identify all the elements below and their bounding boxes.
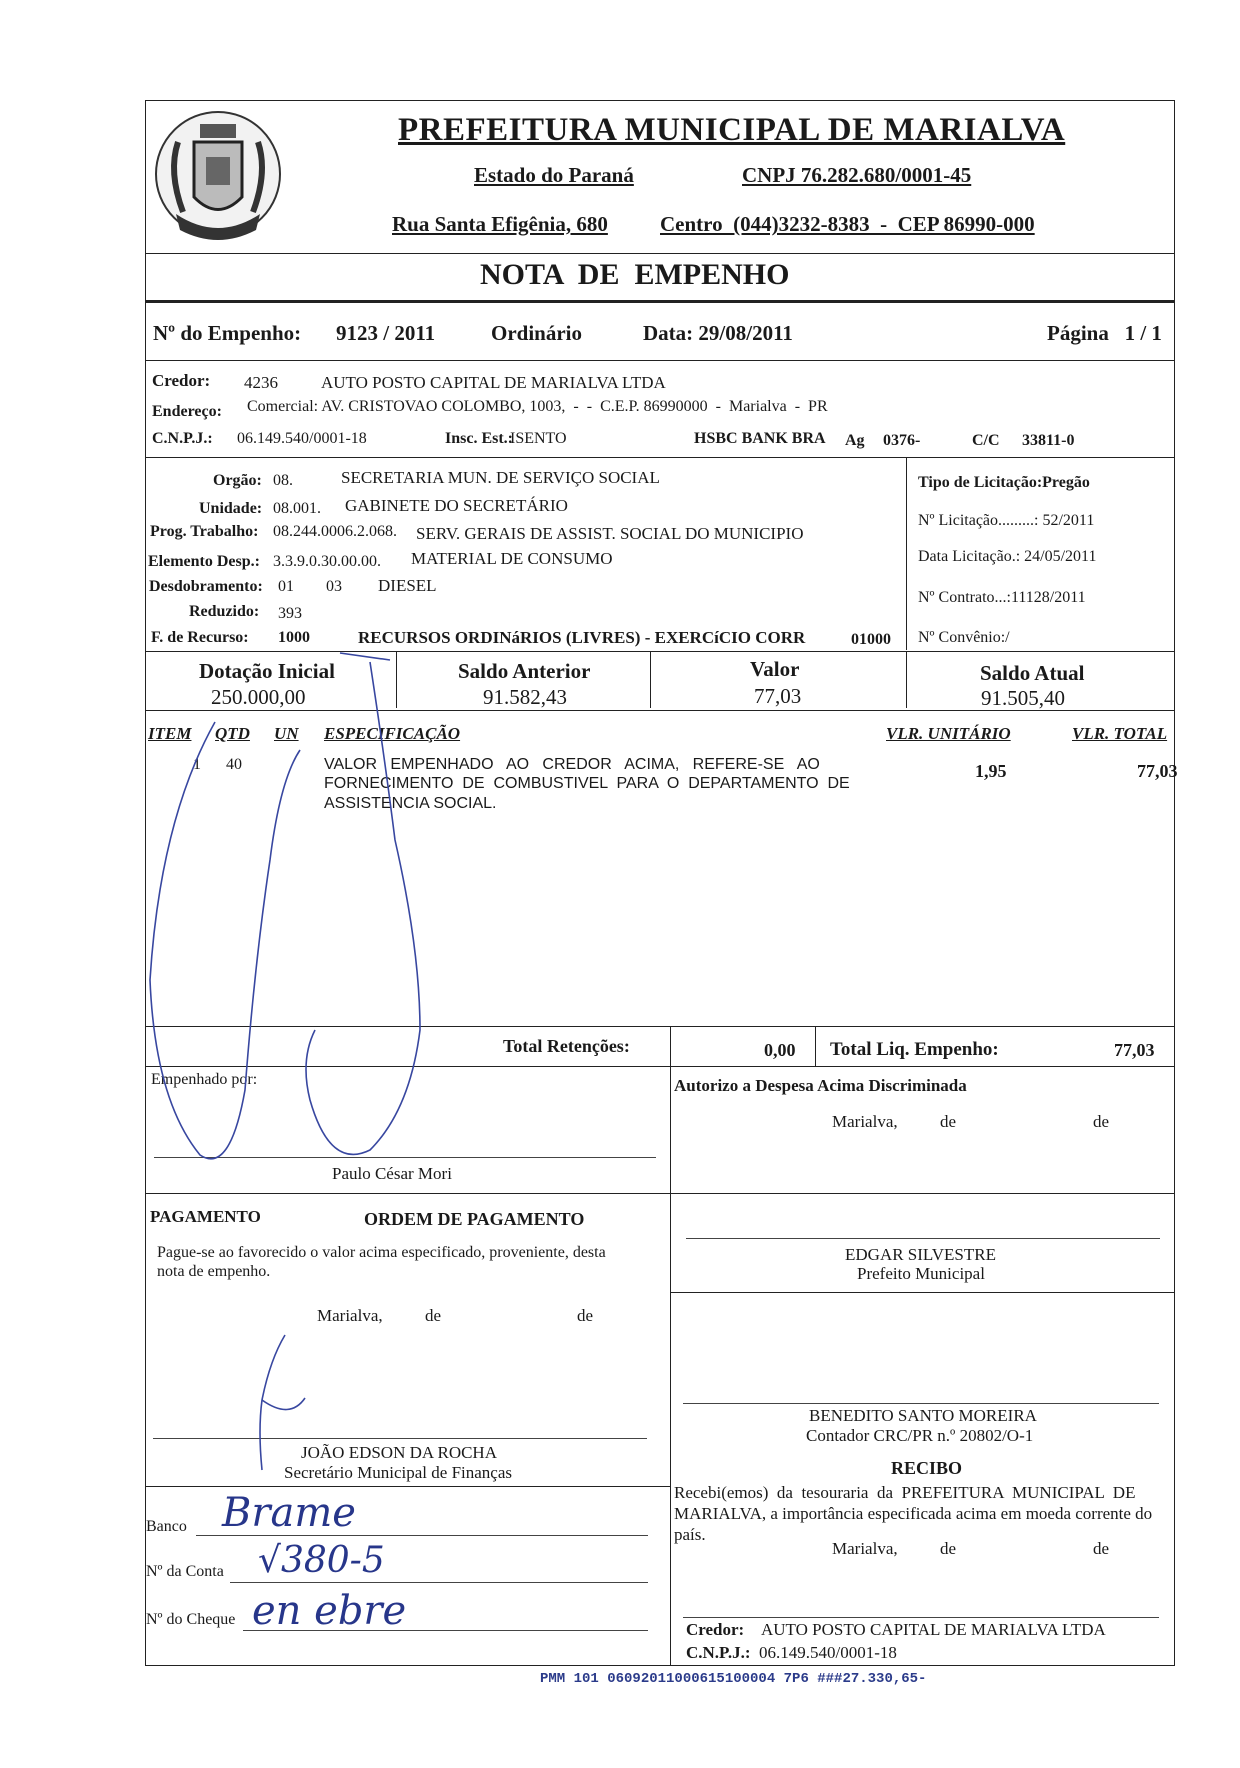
recibo-credor-name: AUTO POSTO CAPITAL DE MARIALVA LTDA [761, 1620, 1106, 1639]
saldo-anterior-value: 91.582,43 [483, 685, 567, 709]
pagamento-local: Marialva, [317, 1306, 383, 1325]
orgao-name: SECRETARIA MUN. DE SERVIÇO SOCIAL [341, 468, 660, 487]
col-un: UN [274, 724, 299, 743]
recibo-credor-label: Credor: [686, 1620, 745, 1639]
empenho-number: 9123 / 2011 [336, 321, 436, 345]
elemento-name: MATERIAL DE CONSUMO [411, 549, 613, 568]
cheque-handwritten: en ebre [252, 1588, 407, 1634]
credor-code: 4236 [244, 373, 278, 392]
recibo-cnpj-label: C.N.P.J.: [686, 1643, 751, 1662]
cc-value: 33811-0 [1022, 432, 1075, 449]
contador-role: Contador CRC/PR n.º 20802/O-1 [806, 1426, 1034, 1445]
empenhado-por-label: Empenhado por: [151, 1071, 258, 1088]
item-number: 1 [193, 756, 201, 773]
footer-code: PMM 101 06092011000615100004 7P6 ###27.330,65- [540, 1671, 927, 1687]
fonte-num: 01000 [851, 631, 891, 648]
recibo-de-2: de [1093, 1539, 1110, 1558]
contrato-numero: Nº Contrato...:11128/2011 [918, 589, 1086, 606]
document-title: NOTA DE EMPENHO [480, 258, 790, 291]
item-spec-line3: ASSISTENCIA SOCIAL. [324, 795, 497, 812]
convenio-numero: Nº Convênio:/ [918, 629, 1010, 646]
col-especificacao: ESPECIFICAÇÃO [324, 724, 461, 743]
autorizo-local: Marialva, [832, 1112, 898, 1131]
address-label: Rua Santa Efigênia, 680 [392, 212, 608, 236]
item-total-price: 77,03 [1137, 761, 1178, 781]
state-label: Estado do Paraná [474, 163, 634, 187]
unidade-label: Unidade: [199, 500, 263, 517]
elemento-code: 3.3.9.0.30.00.00. [273, 553, 381, 570]
autorizo-de-2: de [1093, 1112, 1110, 1131]
item-unit-price: 1,95 [975, 761, 1007, 781]
credor-address: Comercial: AV. CRISTOVAO COLOMBO, 1003, - - C.E.P. 86990000 - Marialva - PR [247, 398, 828, 415]
orgao-code: 08. [273, 472, 293, 489]
recibo-title: RECIBO [891, 1458, 963, 1478]
saldo-anterior-label: Saldo Anterior [458, 659, 591, 683]
insc-value: ISENTO [510, 430, 567, 447]
prefeito-name: EDGAR SILVESTRE [845, 1245, 996, 1264]
reduzido-label: Reduzido: [189, 603, 260, 620]
conta-handwritten: √380-5 [258, 1540, 385, 1581]
col-item: ITEM [148, 724, 192, 743]
col-vlr-unitario: VLR. UNITÁRIO [886, 724, 1011, 743]
pagamento-de-2: de [577, 1306, 594, 1325]
empenho-number-label: Nº do Empenho: [153, 321, 302, 345]
prefeito-role: Prefeito Municipal [857, 1264, 985, 1283]
autorizo-de-1: de [940, 1112, 957, 1131]
elemento-label: Elemento Desp.: [148, 553, 260, 570]
agency-value: 0376- [883, 432, 921, 449]
agency-label: Ag [845, 432, 865, 449]
conta-label: Nº da Conta [146, 1563, 224, 1580]
recibo-line2: MARIALVA, a importância especificada acima em moeda corrente do [674, 1504, 1153, 1523]
mori-name: Paulo César Mori [332, 1164, 452, 1183]
total-liquido-label: Total Liq. Empenho: [830, 1039, 999, 1060]
col-qtd: QTD [215, 724, 250, 743]
prog-label: Prog. Trabalho: [150, 523, 259, 540]
fonte-label: F. de Recurso: [151, 629, 249, 646]
credor-name: AUTO POSTO CAPITAL DE MARIALVA LTDA [321, 373, 666, 392]
licitacao-data: Data Licitação.: 24/05/2011 [918, 548, 1097, 565]
pague-line2: nota de empenho. [157, 1263, 271, 1280]
valor-value: 77,03 [754, 684, 802, 708]
district-phone-cep: Centro (044)3232-8383 - CEP 86990-000 [660, 212, 1035, 236]
prog-name: SERV. GERAIS DE ASSIST. SOCIAL DO MUNICIPIO [416, 524, 804, 543]
banco-label: Banco [146, 1518, 187, 1535]
desdobramento-b: 03 [326, 578, 342, 595]
total-retencoes-label: Total Retenções: [503, 1036, 630, 1056]
empenho-type: Ordinário [491, 321, 583, 345]
item-qtd: 40 [226, 756, 242, 773]
pagamento-de-1: de [425, 1306, 442, 1325]
desdobramento-name: DIESEL [378, 576, 437, 595]
autorizo-label: Autorizo a Despesa Acima Discriminada [674, 1076, 967, 1095]
licitacao-tipo: Tipo de Licitação:Pregão [918, 474, 1090, 491]
bank-name: HSBC BANK BRA [694, 430, 826, 447]
item-spec-line2: FORNECIMENTO DE COMBUSTIVEL PARA O DEPARTAMENTO DE [324, 775, 850, 792]
ordem-pagamento-label: ORDEM DE PAGAMENTO [364, 1209, 585, 1229]
credor-label: Credor: [152, 371, 211, 390]
cheque-label: Nº do Cheque [146, 1611, 236, 1628]
unidade-code: 08.001. [273, 500, 321, 517]
orgao-label: Orgão: [213, 472, 262, 489]
secretario-name: JOÃO EDSON DA ROCHA [301, 1443, 497, 1462]
recibo-local: Marialva, [832, 1539, 898, 1558]
empenho-date: Data: 29/08/2011 [643, 321, 793, 345]
cnpj-label: CNPJ 76.282.680/0001-45 [742, 163, 972, 187]
saldo-atual-value: 91.505,40 [981, 686, 1065, 710]
dotacao-inicial-value: 250.000,00 [211, 685, 306, 709]
pagamento-label: PAGAMENTO [150, 1207, 261, 1226]
secretario-role: Secretário Municipal de Finanças [284, 1463, 513, 1482]
licitacao-numero: Nº Licitação.........: 52/2011 [918, 512, 1095, 529]
contador-name: BENEDITO SANTO MOREIRA [809, 1406, 1037, 1425]
item-spec-line1: VALOR EMPENHADO AO CREDOR ACIMA, REFERE-SE AO [324, 756, 820, 773]
recibo-line1: Recebi(emos) da tesouraria da PREFEITURA MUNICIPAL DE [674, 1483, 1136, 1502]
total-liquido-value: 77,03 [1114, 1040, 1155, 1060]
col-vlr-total: VLR. TOTAL [1072, 724, 1168, 743]
page-number: Página 1 / 1 [1047, 321, 1162, 345]
banco-handwritten: Brame [222, 1490, 356, 1536]
prog-code: 08.244.0006.2.068. [273, 523, 397, 540]
fonte-name: RECURSOS ORDINáRIOS (LIVRES) - EXERCíCIO CORR [358, 628, 806, 647]
recibo-de-1: de [940, 1539, 957, 1558]
cc-label: C/C [972, 432, 1000, 449]
recibo-line3: país. [674, 1525, 706, 1544]
desdobramento-a: 01 [278, 578, 294, 595]
desdobramento-label: Desdobramento: [149, 578, 263, 595]
page-title: PREFEITURA MUNICIPAL DE MARIALVA [398, 112, 1066, 148]
unidade-name: GABINETE DO SECRETÁRIO [345, 496, 568, 515]
credor-cnpj: 06.149.540/0001-18 [237, 430, 367, 447]
saldo-atual-label: Saldo Atual [980, 661, 1085, 685]
valor-label: Valor [750, 657, 800, 681]
total-retencoes-value: 0,00 [764, 1040, 796, 1060]
pague-line1: Pague-se ao favorecido o valor acima especificado, proveniente, desta [157, 1244, 606, 1261]
dotacao-inicial-label: Dotação Inicial [199, 659, 335, 683]
credor-cnpj-label: C.N.P.J.: [152, 430, 213, 447]
reduzido-value: 393 [278, 605, 302, 622]
recibo-cnpj: 06.149.540/0001-18 [759, 1643, 897, 1662]
address-field-label: Endereço: [152, 403, 222, 420]
insc-label: Insc. Est.: [445, 430, 514, 447]
fonte-code: 1000 [278, 629, 310, 646]
